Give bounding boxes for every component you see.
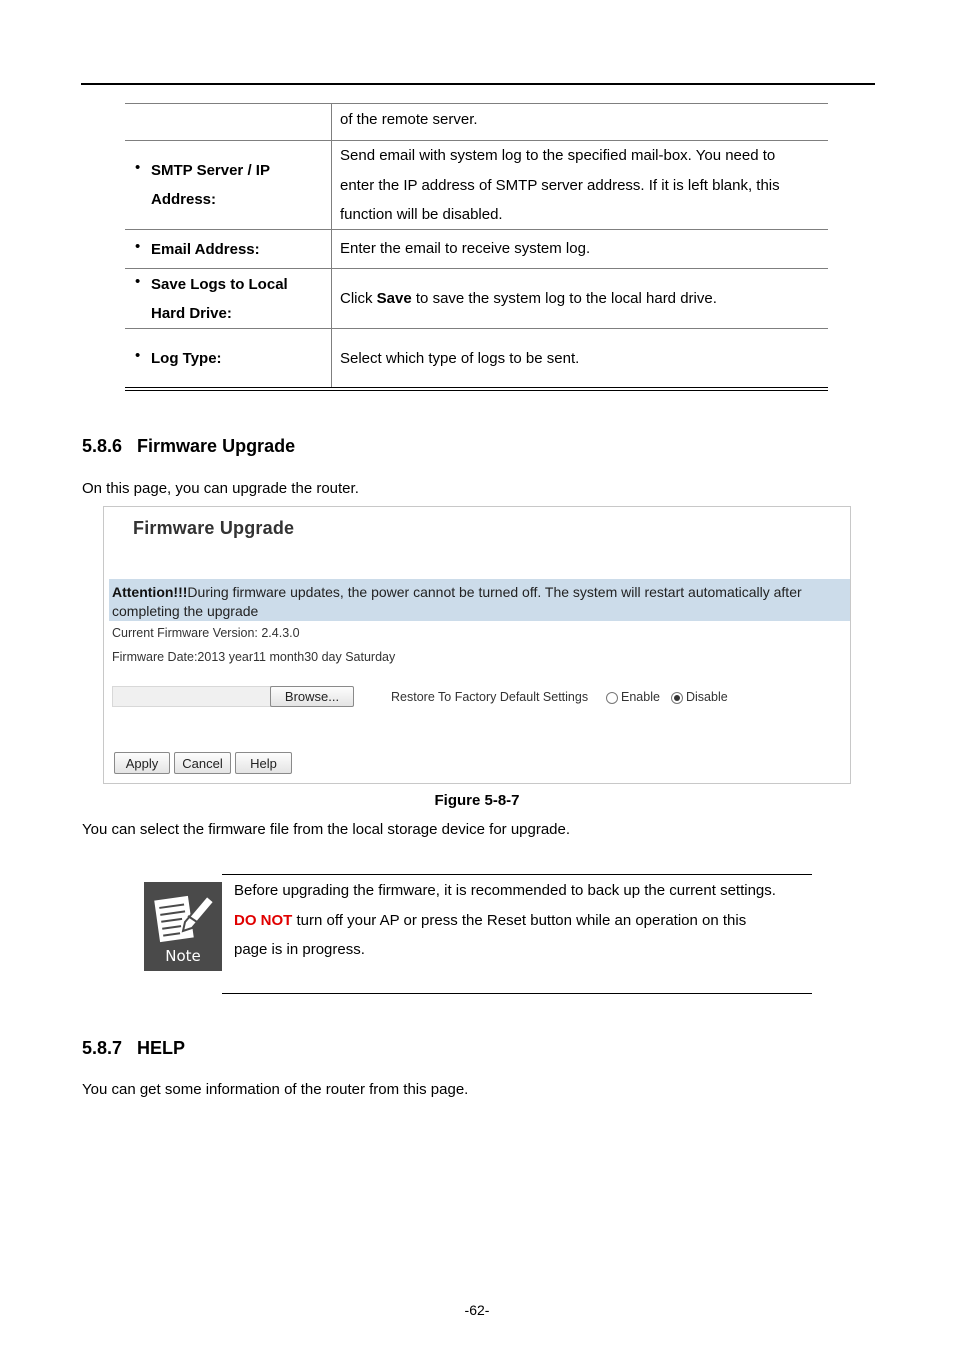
note-text: Before upgrading the firmware, it is recommended to back up the current settings. DO NOT turn off your AP or press the Reset button while an operation on this page is in progress. <box>234 882 776 958</box>
bullet-icon: • <box>135 347 141 364</box>
table-row <box>125 268 828 329</box>
row-label: Log Type: <box>151 350 222 367</box>
row-description: Send email with system log to the specified mail-box. You need to enter the IP address of SMTP server address. If it is left blank, this function will be disabled. <box>340 147 780 223</box>
header-rule <box>81 83 875 85</box>
note-icon <box>144 882 222 971</box>
note-icon-label: Note <box>165 947 201 965</box>
panel-title: Firmware Upgrade <box>133 518 295 538</box>
table-bottom-rule <box>125 390 828 391</box>
disable-radio[interactable] <box>671 692 683 704</box>
restore-label: Restore To Factory Default Settings <box>391 690 589 704</box>
table-row <box>125 229 828 269</box>
firmware-date: Firmware Date:2013 year11 month30 day Saturday <box>112 650 396 664</box>
apply-button[interactable]: Apply <box>114 752 170 774</box>
table-row <box>125 328 828 388</box>
row-label: Hard Drive: <box>151 305 232 322</box>
warning-text: DO NOT <box>234 911 293 929</box>
note-bottom-rule <box>222 993 812 994</box>
row-label: Save Logs to Local <box>151 276 288 293</box>
enable-label: Enable <box>621 690 660 704</box>
bullet-icon: • <box>135 273 141 290</box>
note-pencil-icon <box>144 882 222 971</box>
section-heading: 5.8.7 HELP <box>82 1038 186 1058</box>
table-bottom-rule <box>125 387 828 388</box>
row-description: of the remote server. <box>340 111 478 128</box>
bullet-icon: • <box>135 159 141 176</box>
browse-button[interactable]: Browse... <box>270 686 354 707</box>
attention-text: completing the upgrade <box>112 603 259 619</box>
row-description: Select which type of logs to be sent. <box>340 350 580 367</box>
disable-label: Disable <box>686 690 728 704</box>
firmware-version: Current Firmware Version: 2.4.3.0 <box>112 626 300 640</box>
section-intro: You can get some information of the router from this page. <box>82 1081 469 1098</box>
row-label: Email Address: <box>151 241 260 258</box>
row-description: Enter the email to receive system log. <box>340 240 591 257</box>
firmware-file-input[interactable] <box>112 686 272 707</box>
section-heading: 5.8.6 Firmware Upgrade <box>82 436 296 456</box>
attention-label: Attention!!! <box>112 584 188 600</box>
page-number: -62- <box>464 1302 490 1318</box>
attention-text: During firmware updates, the power cannot be turned off. The system will restart automatically after <box>187 584 802 600</box>
attention-banner <box>109 579 850 621</box>
bullet-icon: • <box>135 238 141 255</box>
row-description: Click Save to save the system log to the local hard drive. <box>340 290 717 307</box>
note-top-rule <box>222 874 812 875</box>
table-row <box>125 140 828 230</box>
table-row <box>125 103 828 141</box>
figure-caption: Figure 5-8-7 <box>434 792 520 809</box>
cancel-button[interactable]: Cancel <box>174 752 231 774</box>
row-label: Address: <box>151 191 217 208</box>
firmware-upgrade-figure <box>103 506 851 784</box>
help-button[interactable]: Help <box>235 752 292 774</box>
section-intro: On this page, you can upgrade the router. <box>82 480 359 497</box>
row-label: SMTP Server / IP <box>151 162 270 179</box>
after-figure-text: You can select the firmware file from the local storage device for upgrade. <box>82 821 571 838</box>
enable-radio[interactable] <box>606 692 618 704</box>
